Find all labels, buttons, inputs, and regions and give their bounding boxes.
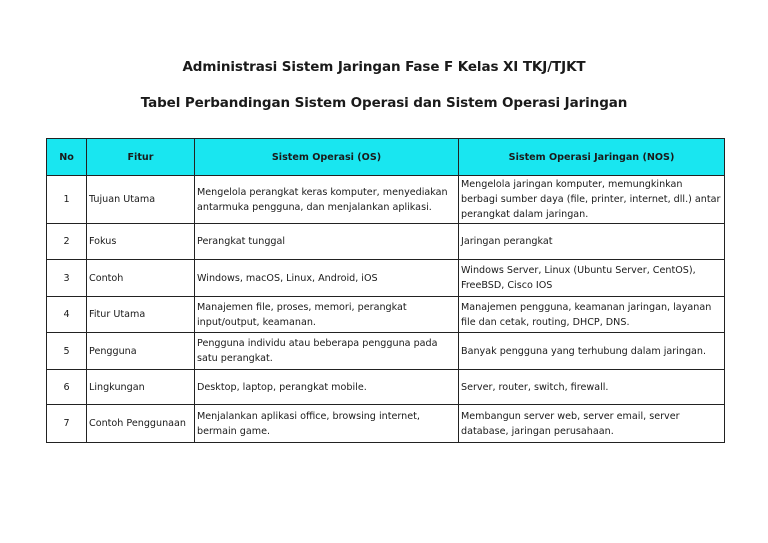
comparison-table (46, 138, 725, 443)
cell-nos: Membangun server web, server email, server database, jaringan perusahaan. (459, 405, 725, 443)
cell-nos: Banyak pengguna yang terhubung dalam jaringan. (459, 333, 725, 370)
cell-fitur: Tujuan Utama (87, 176, 195, 224)
table-header-row (47, 139, 725, 176)
cell-no: 4 (47, 297, 87, 333)
cell-no: 6 (47, 370, 87, 405)
document-title: Administrasi Sistem Jaringan Fase F Kelas XI TKJ/TJKT (182, 59, 586, 75)
table-row (47, 297, 725, 333)
cell-fitur: Contoh (87, 260, 195, 297)
header-no: No (47, 139, 87, 176)
cell-nos: Windows Server, Linux (Ubuntu Server, CentOS), FreeBSD, Cisco IOS (459, 260, 725, 297)
cell-os: Menjalankan aplikasi office, browsing internet, bermain game. (195, 405, 459, 443)
header-fitur: Fitur (87, 139, 195, 176)
table-row (47, 260, 725, 297)
cell-no: 1 (47, 176, 87, 224)
table-row (47, 405, 725, 443)
table-row (47, 333, 725, 370)
table-row (47, 176, 725, 224)
cell-fitur: Fokus (87, 224, 195, 260)
cell-no: 5 (47, 333, 87, 370)
cell-no: 7 (47, 405, 87, 443)
cell-fitur: Contoh Penggunaan (87, 405, 195, 443)
header-nos: Sistem Operasi Jaringan (NOS) (459, 139, 725, 176)
table-title: Tabel Perbandingan Sistem Operasi dan Sistem Operasi Jaringan (140, 95, 628, 111)
header-os: Sistem Operasi (OS) (195, 139, 459, 176)
cell-os: Pengguna individu atau beberapa pengguna pada satu perangkat. (195, 333, 459, 370)
cell-os: Mengelola perangkat keras komputer, menyediakan antarmuka pengguna, dan menjalankan aplikasi. (195, 176, 459, 224)
cell-no: 2 (47, 224, 87, 260)
cell-nos: Mengelola jaringan komputer, memungkinkan berbagi sumber daya (file, printer, internet, dll.) antar perangkat dalam jaringan. (459, 176, 725, 224)
cell-os: Manajemen file, proses, memori, perangkat input/output, keamanan. (195, 297, 459, 333)
cell-fitur: Lingkungan (87, 370, 195, 405)
cell-nos: Jaringan perangkat (459, 224, 725, 260)
cell-os: Desktop, laptop, perangkat mobile. (195, 370, 459, 405)
cell-fitur: Pengguna (87, 333, 195, 370)
cell-os: Perangkat tunggal (195, 224, 459, 260)
cell-no: 3 (47, 260, 87, 297)
cell-os: Windows, macOS, Linux, Android, iOS (195, 260, 459, 297)
cell-nos: Manajemen pengguna, keamanan jaringan, layanan file dan cetak, routing, DHCP, DNS. (459, 297, 725, 333)
cell-fitur: Fitur Utama (87, 297, 195, 333)
table-row (47, 370, 725, 405)
table-row (47, 224, 725, 260)
cell-nos: Server, router, switch, firewall. (459, 370, 725, 405)
